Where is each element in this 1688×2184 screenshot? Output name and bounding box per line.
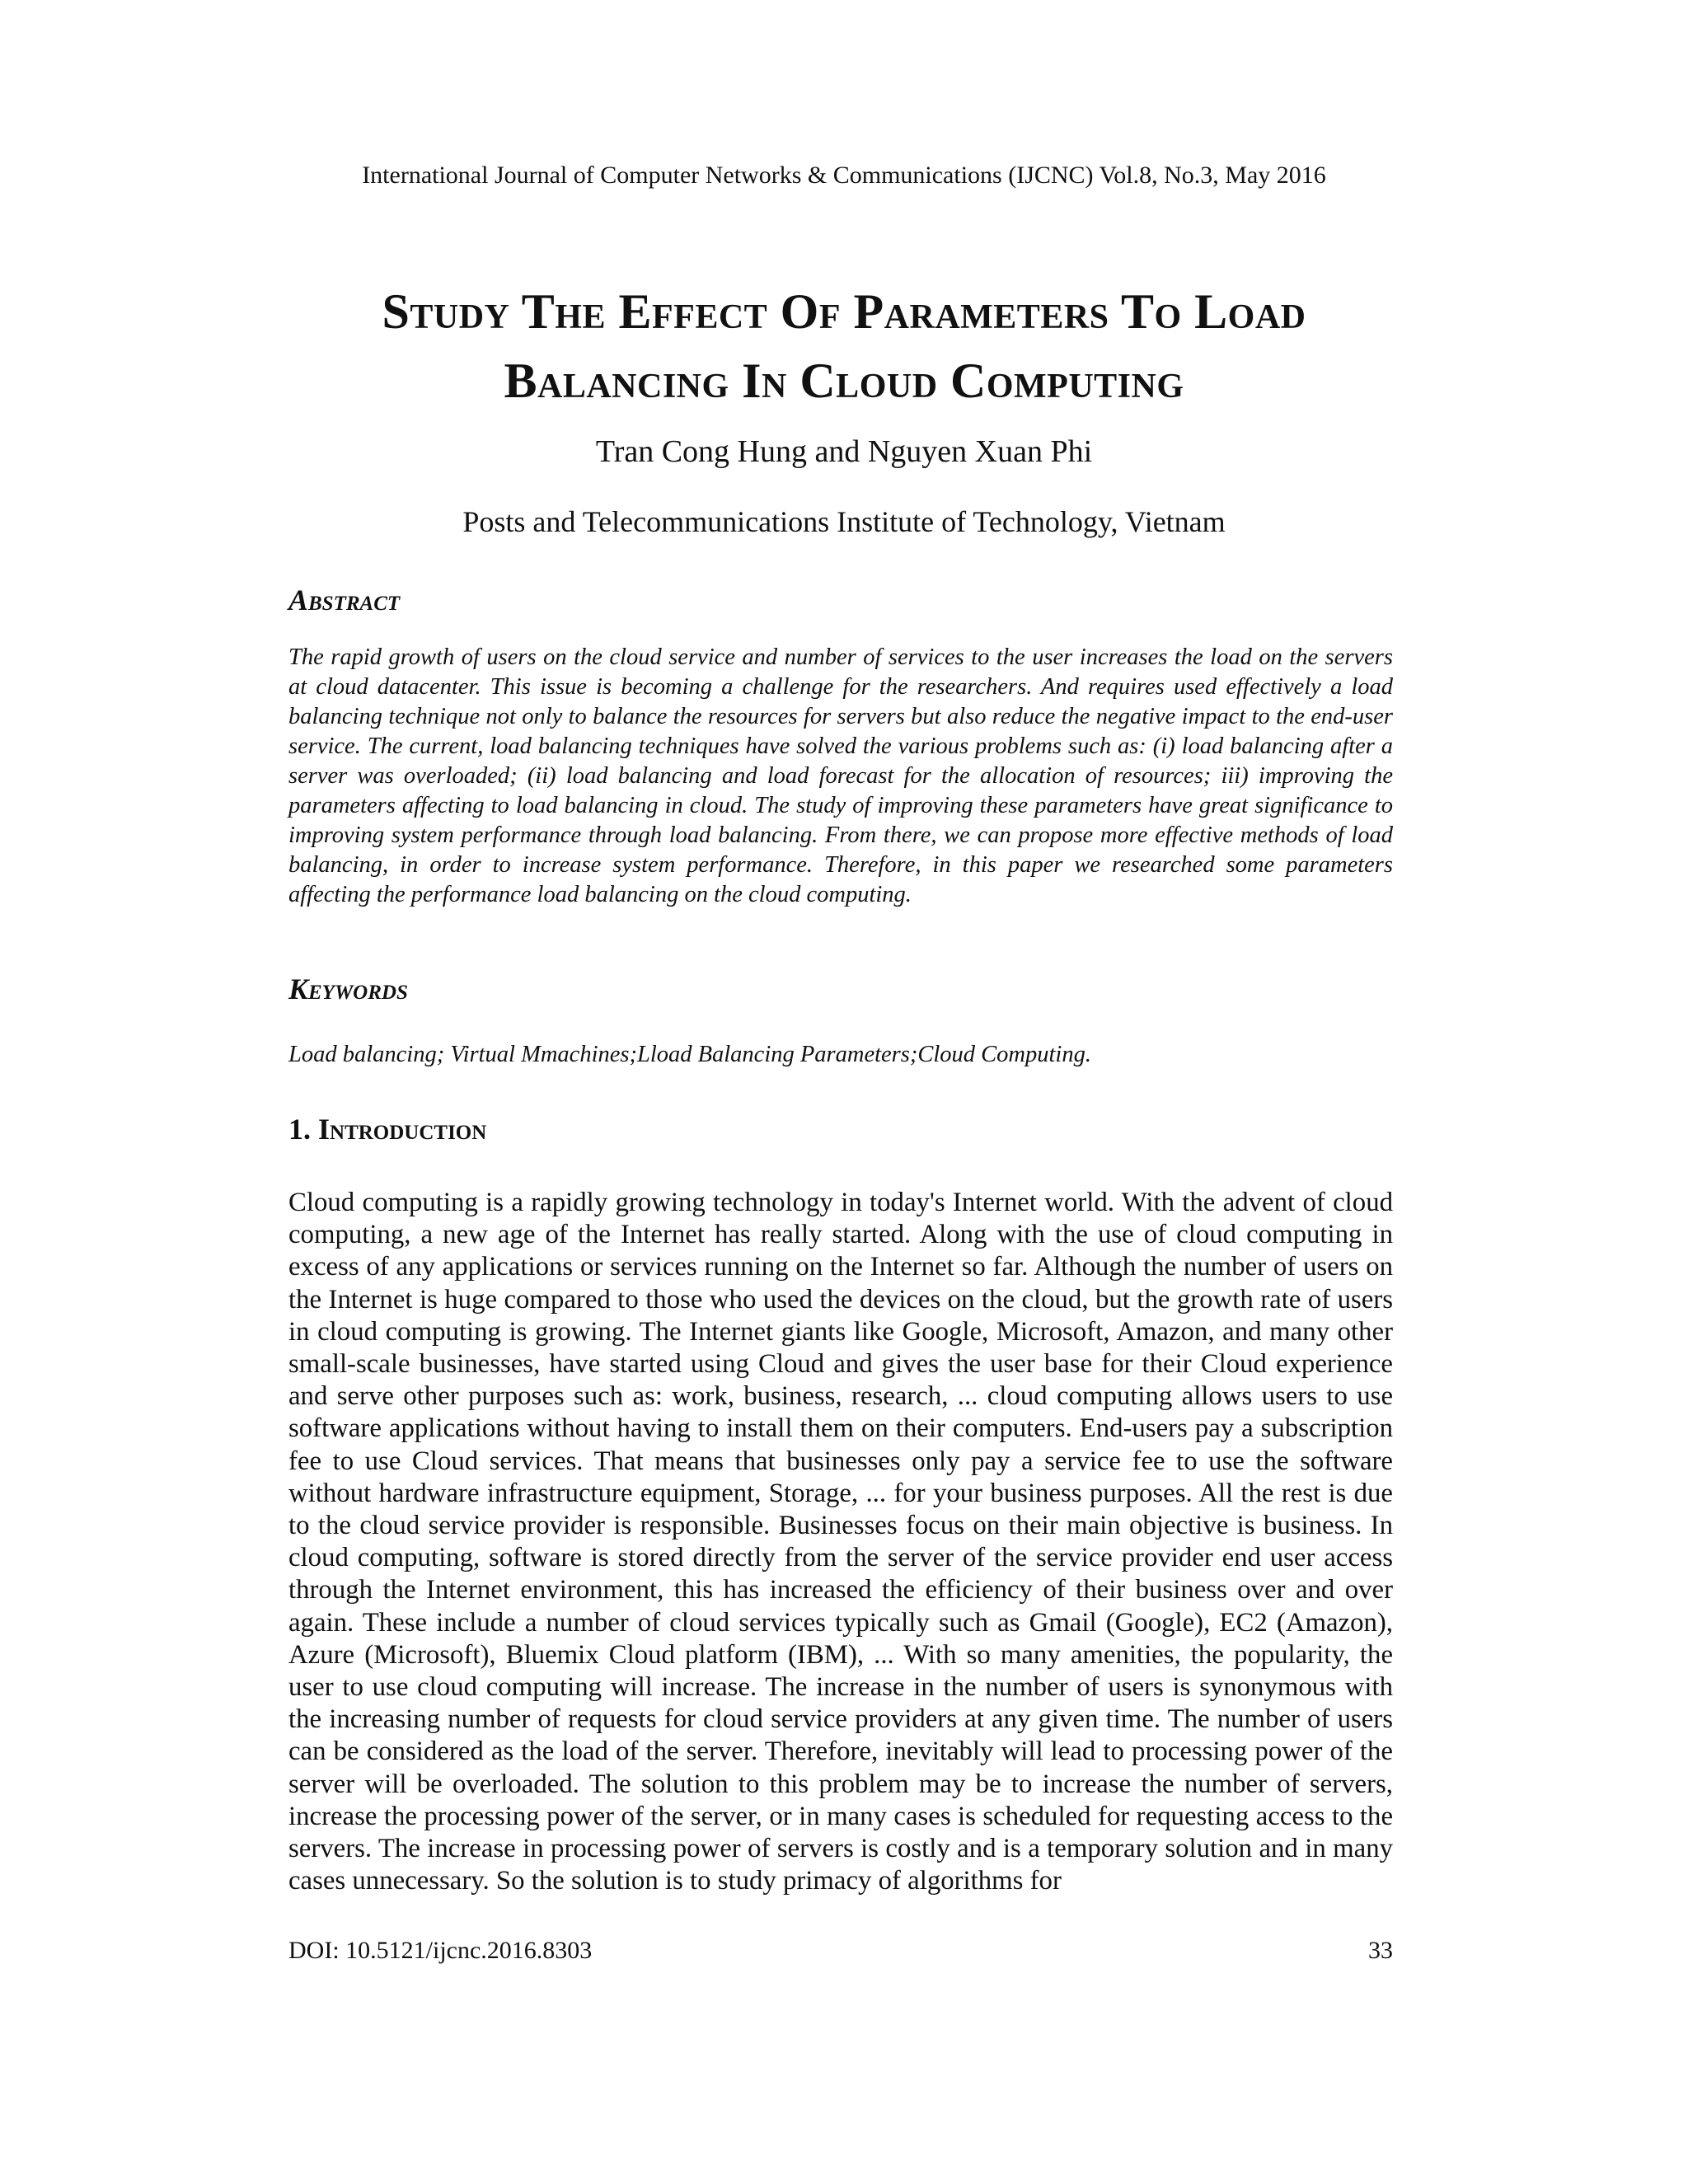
abstract-heading: Abstract <box>288 583 401 616</box>
paper-title <box>247 277 1441 415</box>
footer-page-number: 33 <box>1368 1937 1393 1964</box>
paper-title-line-1: Study The Effect Of Parameters To Load <box>382 284 1306 339</box>
paper-title-line-2: Balancing In Cloud Computing <box>504 354 1184 408</box>
running-header: International Journal of Computer Networks & Communications (IJCNC) Vol.8, No.3, May 2016 <box>362 162 1326 189</box>
author-list: Tran Cong Hung and Nguyen Xuan Phi <box>595 434 1093 469</box>
introduction-text: Cloud computing is a rapidly growing technology in today's Internet world. With the advent of cloud computing, a new age of the Internet has really started. Along with the use of cloud computing in excess of any applications or services running on the Internet so far. Although the number of users on the Internet is huge compared to those who used the devices on the cloud, but the growth rate of users in cloud computing is growing. The Internet giants like Google, Microsoft, Amazon, and many other small-scale businesses, have started using Cloud and gives the user base for their Cloud experience and serve other purposes such as: work, business, research, ... cloud computing allows users to use software applications without having to install them on their computers. End-users pay a subscription fee to use Cloud services. That means that businesses only pay a service fee to use the software without hardware infrastructure equipment, Storage, ... for your business purposes. All the rest is due to the cloud service provider is responsible. Businesses focus on their main objective is business. In cloud computing, software is stored directly from the server of the service provider end user access through the Internet environment, this has increased the efficiency of their business over and over again. These include a number of cloud services typically such as Gmail (Google), EC2 (Amazon), Azure (Microsoft), Bluemix Cloud platform (IBM), ... With so many amenities, the popularity, the user to use cloud computing will increase. The increase in the number of users is synonymous with the increasing number of requests for cloud service providers at any given time. The number of users can be considered as the load of the server. Therefore, inevitably will lead to processing power of the server will be overloaded. The solution to this problem may be to increase the number of servers, increase the processing power of the server, or in many cases is scheduled for requesting access to the servers. The increase in processing power of servers is costly and is a temporary solution and in many cases unnecessary. So the solution is to study primacy of algorithms for <box>288 1188 1393 1896</box>
abstract-text: The rapid growth of users on the cloud service and number of services to the user increases the load on the servers at cloud datacenter. This issue is becoming a challenge for the researchers. And requires used effectively a load balancing technique not only to balance the resources for servers but also reduce the negative impact to the end-user service. The current, load balancing techniques have solved the various problems such as: (i) load balancing after a server was overloaded; (ii) load balancing and load forecast for the allocation of resources; iii) improving the parameters affecting to load balancing in cloud. The study of improving these parameters have great significance to improving system performance through load balancing. From there, we can propose more effective methods of load balancing, in order to increase system performance. Therefore, in this paper we researched some parameters affecting the performance load balancing on the cloud computing. <box>288 644 1393 907</box>
author-affiliation: Posts and Telecommunications Institute of Technology, Vietnam <box>462 505 1226 538</box>
keywords-text: Load balancing; Virtual Mmachines;Lload Balancing Parameters;Cloud Computing. <box>288 1042 1091 1067</box>
introduction-heading: 1. Introduction <box>288 1113 487 1146</box>
footer-doi: DOI: 10.5121/ijcnc.2016.8303 <box>288 1937 593 1964</box>
keywords-heading: Keywords <box>288 972 408 1005</box>
